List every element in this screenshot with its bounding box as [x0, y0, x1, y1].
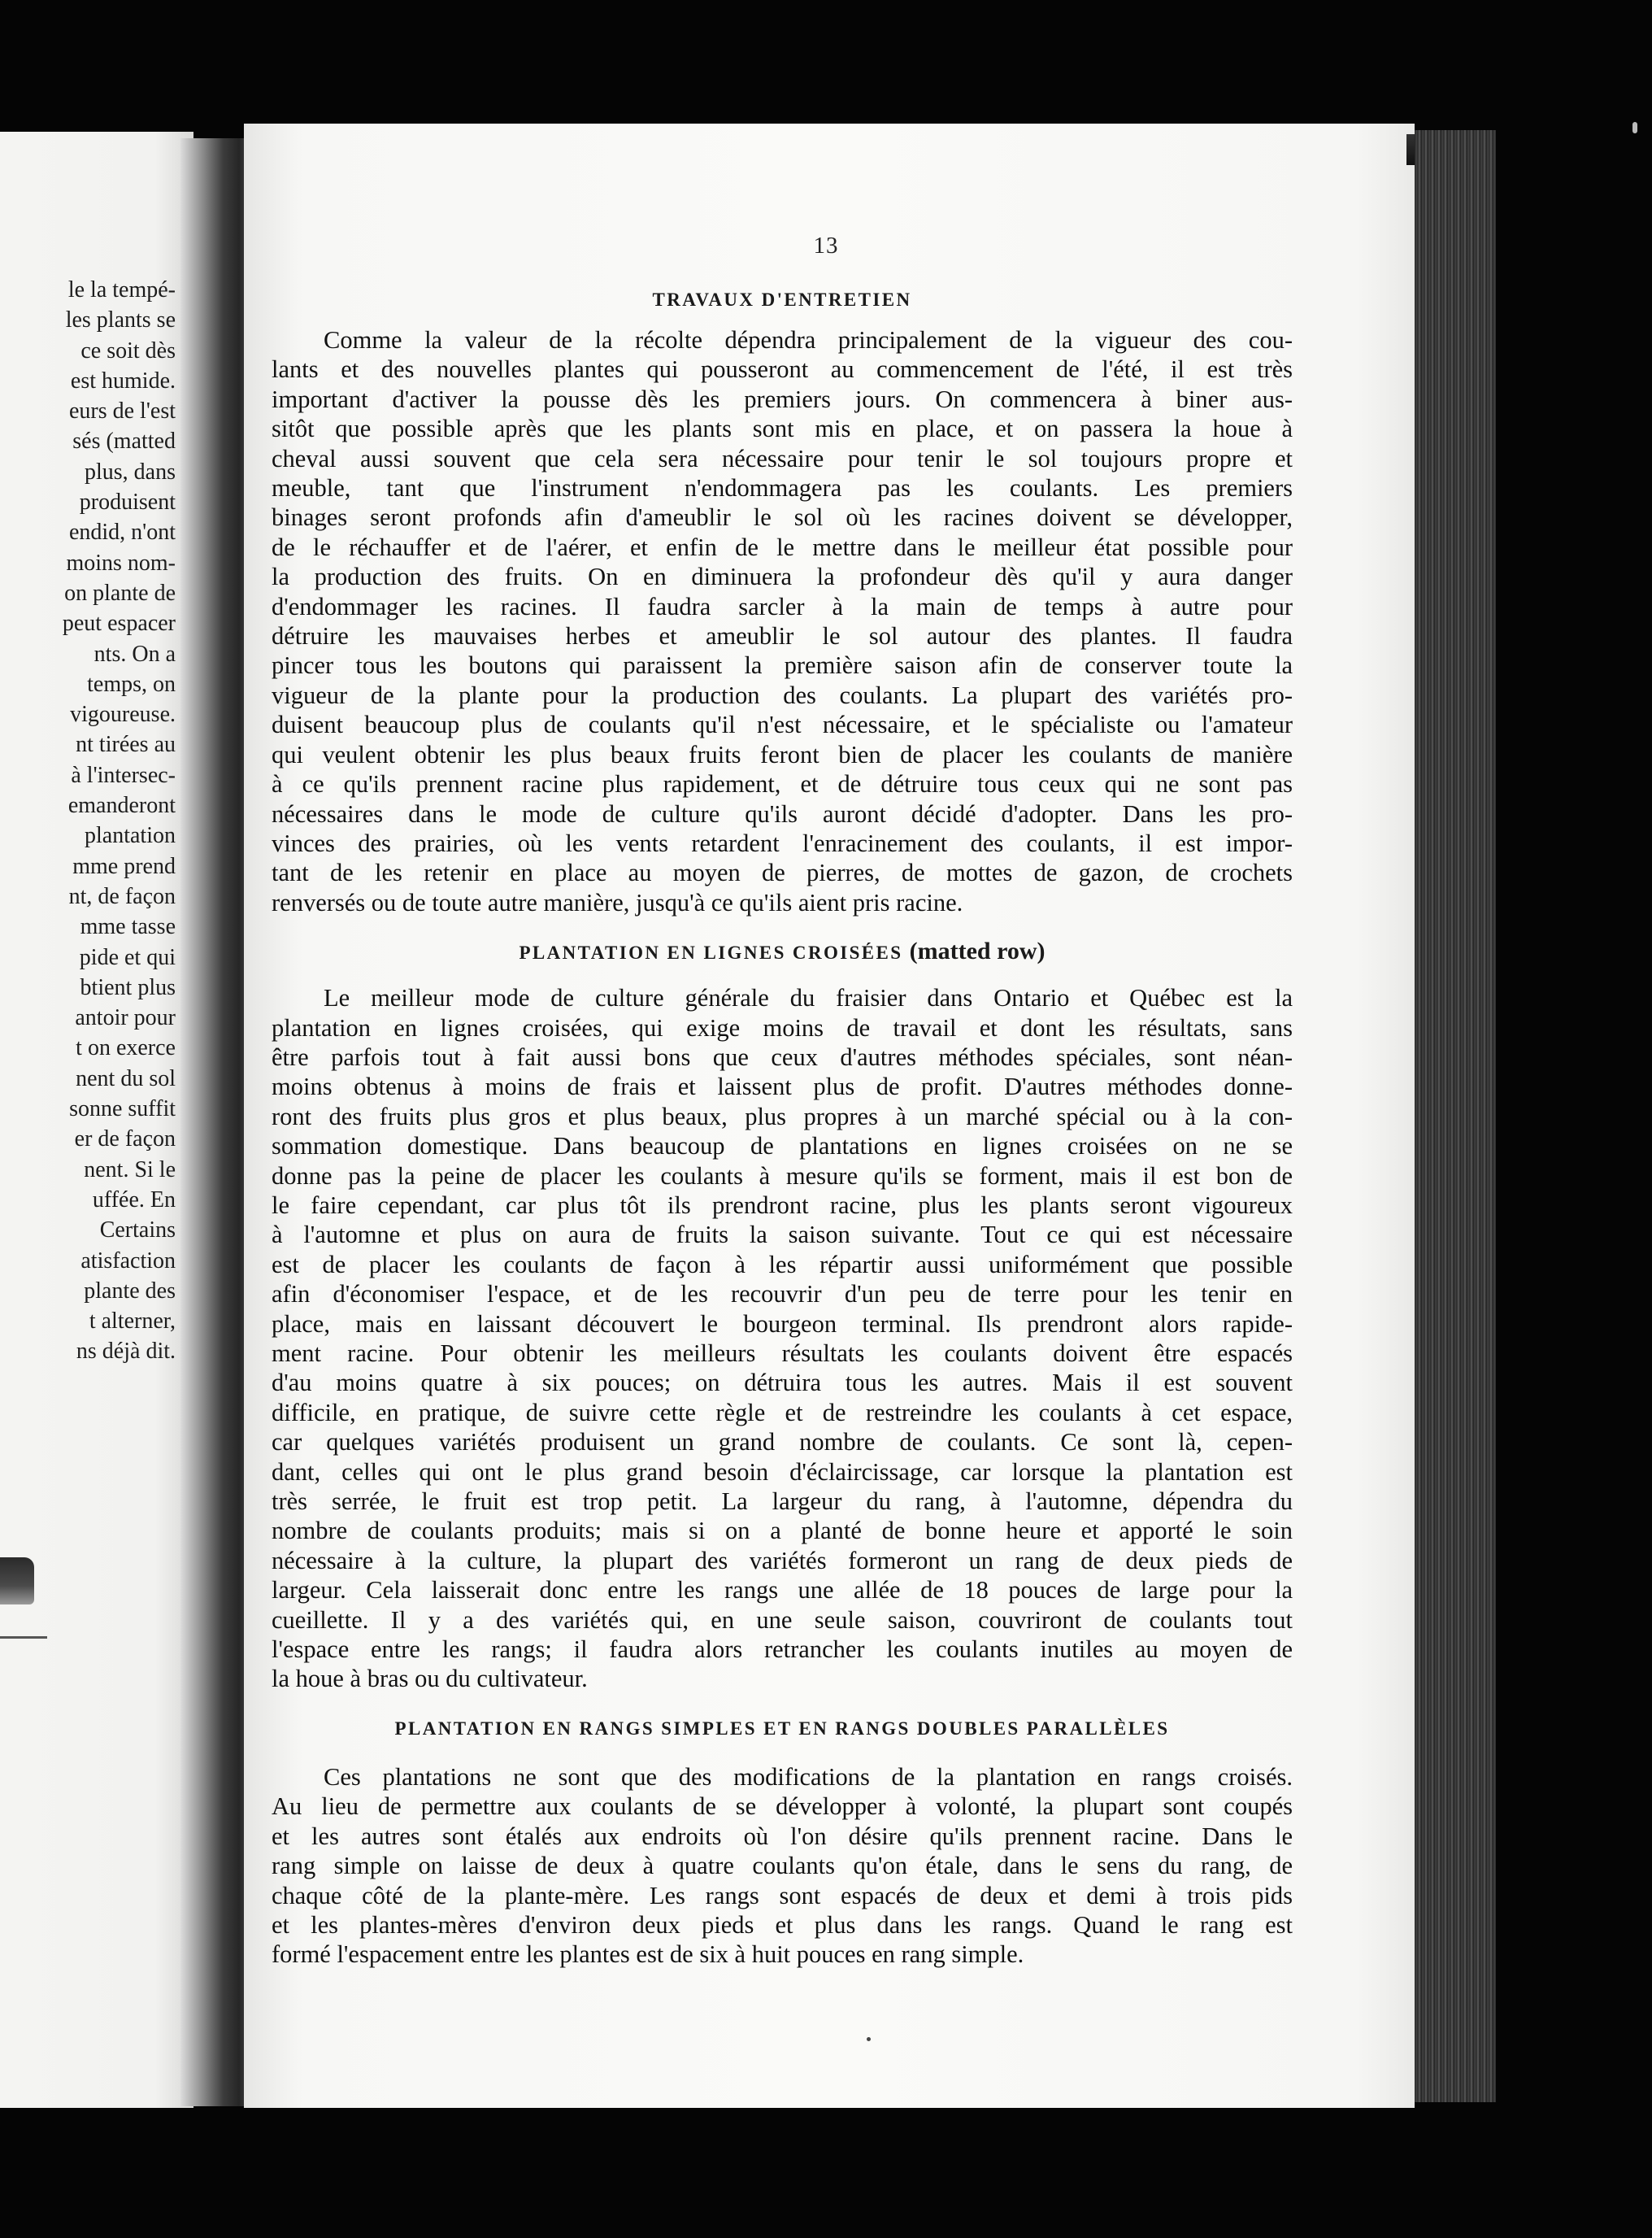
section-paragraph-travaux — [272, 325, 1293, 917]
left-page-line: plantation — [85, 823, 176, 849]
text-line: Comme la valeur de la récolte dépendra principalement de la vigueur des cou- — [324, 326, 1293, 354]
text-line: vigueur de la plante pour la production des coulants. La plupart des variétés pro- — [272, 681, 1293, 709]
left-page-line: peut espacer — [62, 611, 176, 637]
text-line: chaque côté de la plante-mère. Les rangs sont espacés de deux et demi à trois pids — [272, 1881, 1293, 1909]
text-line: à ce qu'ils prennent racine plus rapidement, et de détruire tous ceux qui ne sont pas — [272, 770, 1293, 799]
text-line: nécessaires dans le mode de culture qu'ils auront décidé d'adopter. Dans les pro- — [272, 799, 1293, 828]
section-heading-text: PLANTATION EN LIGNES CROISÉES — [519, 943, 903, 964]
text-line: la production des fruits. On en diminuera la profondeur dès qu'il y aura danger — [272, 563, 1293, 591]
text-line: car quelques variétés produisent un grand nombre de coulants. Ce sont là, cepen- — [272, 1428, 1293, 1456]
text-line: formé l'espacement entre les plantes est de six à huit pouces en rang simple. — [272, 1940, 1024, 1969]
text-line: binages seront profonds afin d'ameublir le sol où les racines doivent se développer, — [272, 503, 1293, 532]
text-line: meuble, tant que l'instrument n'endommagera pas les coulants. Les premiers — [272, 474, 1293, 503]
left-page-text — [0, 275, 176, 1367]
text-line: qui veulent obtenir les plus beaux fruits feront bien de placer les coulants de manière — [272, 740, 1293, 768]
text-line: important d'activer la pousse dès les premiers jours. On commencera à biner aus- — [272, 385, 1293, 413]
left-page-line: t alterner, — [89, 1308, 176, 1335]
text-line: ront des fruits plus gros et plus beaux, plus propres à un marché spécial ou à la con- — [272, 1102, 1293, 1130]
left-page-line: mme tasse — [80, 914, 176, 940]
page-block-edges — [1415, 130, 1496, 2102]
left-page-line: nent du sol — [76, 1065, 176, 1091]
text-line: difficile, en pratique, de suivre cette règle et de restreindre les coulants à cet espace, — [272, 1398, 1293, 1426]
scan-artifact — [1632, 122, 1637, 133]
section-heading-text: TRAVAUX D'ENTRETIEN — [652, 290, 912, 310]
left-page-line: temps, on — [87, 671, 176, 697]
left-page-line: endid, n'ont — [68, 520, 176, 546]
text-line: plantation en lignes croisées, qui exige moins de travail et dont les résultats, sans — [272, 1013, 1293, 1042]
text-line: sitôt que possible après que les plants sont mis en place, et on passera la houe à — [272, 415, 1293, 443]
left-page-line: vigoureuse. — [70, 702, 176, 728]
text-line: d'au moins quatre à six pouces; on détruira tous les autres. Mais il est souvent — [272, 1369, 1293, 1397]
left-page-line: pide et qui — [79, 944, 176, 970]
text-line: cheval aussi souvent que cela sera nécessaire pour tenir le sol toujours propre et — [272, 444, 1293, 472]
text-line: tant de les retenir en place au moyen de pierres, de mottes de gazon, de crochets — [272, 859, 1293, 887]
text-line: le faire cependant, car plus tôt ils prendront racine, plus les plants seront vigoureux — [272, 1191, 1293, 1219]
text-line: pincer tous les boutons qui paraissent la première saison afin de conserver toute la — [272, 651, 1293, 680]
page-dot-mark — [867, 2037, 871, 2041]
text-line: l'espace entre les rangs; il faudra alors retrancher les coulants inutiles au moyen de — [272, 1635, 1293, 1664]
left-page-line: t on exerce — [76, 1035, 176, 1061]
left-page-line: on plante de — [64, 580, 176, 606]
text-line: et les plantes-mères d'environ deux pieds et plus dans les rangs. Quand le rang est — [272, 1910, 1293, 1939]
text-line: cueillette. Il y a des variétés qui, en une seule saison, couvriront de coulants tout — [272, 1605, 1293, 1634]
left-page-line: btient plus — [80, 974, 176, 1000]
text-line: Le meilleur mode de culture générale du fraisier dans Ontario et Québec est la — [324, 984, 1293, 1012]
text-line: nécessaire à la culture, la plupart des variétés formeront un rang de deux pieds de — [272, 1546, 1293, 1574]
text-line: sommation domestique. Dans beaucoup de plantations en lignes croisées on ne se — [272, 1132, 1293, 1160]
left-page-line: nt tirées au — [76, 732, 176, 758]
left-page-line: antoir pour — [75, 1005, 176, 1031]
text-line: détruire les mauvaises herbes et ameublir le sol autour des plantes. Il faudra — [272, 622, 1293, 651]
left-page-line: Certains — [99, 1217, 176, 1243]
page-content — [272, 286, 1293, 1970]
text-line: renversés ou de toute autre manière, jusqu'à ce qu'ils aient pris racine. — [272, 888, 963, 917]
left-page-line: atisfaction — [80, 1247, 176, 1274]
text-line: ment racine. Pour obtenir les meilleurs résultats les coulants doivent être espacés — [272, 1339, 1293, 1367]
text-line: largeur. Cela laisserait donc entre les rangs une allée de 18 pouces de large pour la — [272, 1576, 1293, 1604]
left-page-line: sonne suffit — [69, 1096, 176, 1122]
text-line: rang simple on laisse de deux à quatre coulants qu'on étale, dans le sens du rang, de — [272, 1852, 1293, 1880]
text-line: à l'automne et plus on aura de fruits la saison suivante. Tout ce qui est nécessaire — [272, 1221, 1293, 1249]
left-page-line: moins nom- — [66, 550, 176, 576]
left-page-line: est humide. — [70, 368, 176, 394]
left-page-line: les plants se — [65, 307, 176, 333]
section-heading-text: PLANTATION EN RANGS SIMPLES ET EN RANGS DOUBLES PARALLÈLES — [394, 1718, 1170, 1739]
left-page-line: nt, de façon — [68, 883, 176, 909]
text-line: moins obtenus à moins de frais et laissent plus de profit. D'autres méthodes donne- — [272, 1073, 1293, 1101]
text-line: nombre de coulants produits; mais si on a planté de bonne heure et apporté le soin — [272, 1517, 1293, 1545]
section-heading-rangs-simples — [272, 1715, 1293, 1743]
left-page-line: er de façon — [74, 1126, 176, 1152]
left-page-line: uffée. En — [92, 1186, 176, 1213]
left-page-line: produisent — [79, 490, 176, 516]
left-page-line: eurs de l'est — [68, 398, 176, 425]
left-page-line: ce soit dès — [80, 337, 176, 364]
left-page-line: à l'intersec- — [71, 762, 176, 788]
text-line: de le réchauffer et de l'aérer, et enfin de le mettre dans le meilleur état possible pour — [272, 533, 1293, 561]
section-heading-lignes-croisees — [272, 938, 1293, 967]
text-line: duisent beaucoup plus de coulants qu'il n'est nécessaire, et le spécialiste ou l'amateur — [272, 711, 1293, 739]
section-paragraph-rangs-simples — [272, 1762, 1293, 1970]
text-line: Ces plantations ne sont que des modifications de la plantation en rangs croisés. — [324, 1762, 1293, 1791]
text-line: être parfois tout à fait aussi bons que ceux d'autres méthodes spéciales, sont néan- — [272, 1043, 1293, 1071]
left-page-rule — [0, 1636, 47, 1639]
text-line: est de placer les coulants de façon à les répartir aussi uniformément que possible — [272, 1250, 1293, 1278]
left-page-line: plus, dans — [85, 459, 176, 485]
section-paragraph-lignes-croisees — [272, 983, 1293, 1694]
text-line: d'endommager les racines. Il faudra sarcler à la main de temps à autre pour — [272, 592, 1293, 620]
left-page-line: ns déjà dit. — [76, 1339, 176, 1365]
section-heading-travaux — [272, 286, 1293, 314]
text-line: et les autres sont étalés aux endroits où l'on désire qu'ils prennent racine. Dans le — [272, 1822, 1293, 1850]
text-line: dant, celles qui ont le plus grand besoin d'éclaircissage, car lorsque la plantation est — [272, 1457, 1293, 1486]
text-line: Au lieu de permettre aux coulants de se développer à volonté, la plupart sont coupés — [272, 1792, 1293, 1821]
left-page-line: nent. Si le — [84, 1156, 176, 1182]
text-line: donne pas la peine de placer les coulants à mesure qu'ils se forment, mais il est bon de — [272, 1161, 1293, 1190]
text-line: très serrée, le fruit est trop petit. La largeur du rang, à l'automne, dépendra du — [272, 1487, 1293, 1516]
left-page-illustration-fragment — [0, 1557, 34, 1604]
left-page-line: le la tempé- — [67, 277, 176, 303]
left-page-line: sés (matted — [72, 429, 176, 455]
left-page-line: plante des — [84, 1278, 176, 1304]
text-line: vinces des prairies, où les vents retardent l'enracinement des coulants, il est impor- — [272, 829, 1293, 857]
left-page-line: emanderont — [67, 793, 176, 819]
text-line: place, mais en laissant découvert le bourgeon terminal. Ils prendront alors rapide- — [272, 1309, 1293, 1338]
text-line: la houe à bras ou du cultivateur. — [272, 1665, 588, 1693]
left-page-line: mme prend — [72, 853, 176, 879]
left-page-line: nts. On a — [93, 641, 176, 667]
page-number: 13 — [813, 233, 839, 259]
section-heading-note: (matted row) — [909, 938, 1046, 965]
text-line: lants et des nouvelles plantes qui pousseront au commencement de l'été, il est très — [272, 355, 1293, 384]
text-line: afin d'économiser l'espace, et de les recouvrir d'un peu de terre pour les tenir en — [272, 1280, 1293, 1308]
